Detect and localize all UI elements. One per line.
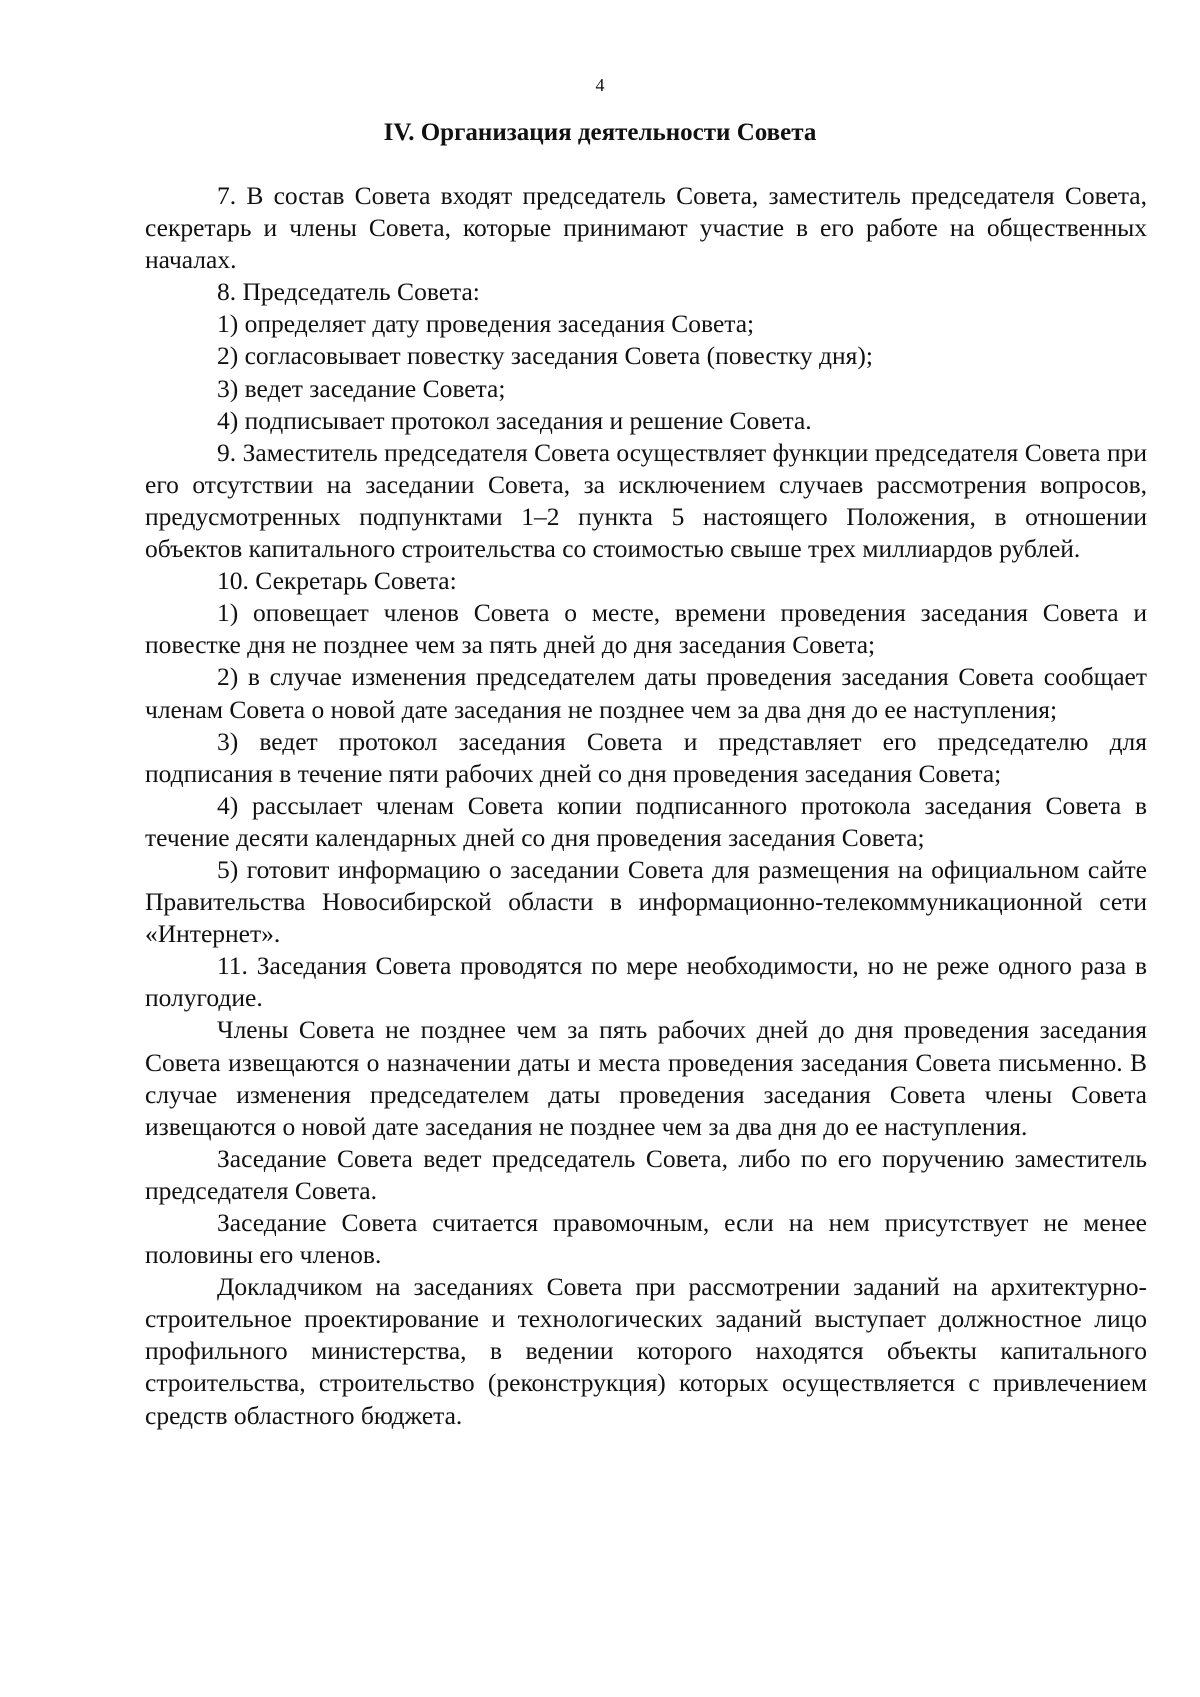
paragraph-7: 7. В состав Совета входят председатель Совета, заместитель председателя Совета, секретарь и члены Совета, которые принимают участие в его работе на общественных началах. bbox=[145, 181, 1147, 275]
paragraph-11-chair: Заседание Совета ведет председатель Совета, либо по его поручению заместитель председателя Совета. bbox=[145, 1143, 1147, 1205]
paragraph-10-item-1: 1) оповещает членов Совета о месте, времени проведения заседания Совета и повестке дня не позднее чем за пять дней до дня заседания Совета; bbox=[145, 598, 1147, 660]
paragraph-9: 9. Заместитель председателя Совета осуществляет функции председателя Совета при его отсутствии на заседании Совета, за исключением случаев рассмотрения вопросов, предусмотренных подпунктами 1–2 пункта 5 настоящего Положения, в отношении объектов капитального строительства со стоимостью свыше трех миллиардов рублей. bbox=[145, 437, 1147, 564]
paragraph-11-speaker: Докладчиком на заседаниях Совета при рассмотрении заданий на архитектурно-строительное проектирование и технологических заданий выступает должностное лицо профильного министерства, в ведении которого находятся объекты капитального строительства, строительство (реконструкция) которых осуществляется с привлечением средств областного бюджета. bbox=[145, 1272, 1147, 1430]
paragraph-10-item-2: 2) в случае изменения председателем даты проведения заседания Совета сообщает членам Совета о новой дате заседания не позднее чем за два дня до ее наступления; bbox=[145, 662, 1147, 724]
section-heading: IV. Организация деятельности Совета bbox=[383, 119, 817, 146]
paragraph-8-item-1: 1) определяет дату проведения заседания Совета; bbox=[217, 309, 755, 339]
paragraph-10-item-4: 4) рассылает членам Совета копии подписанного протокола заседания Совета в течение десяти календарных дней со дня проведения заседания Совета; bbox=[145, 790, 1147, 852]
paragraph-10: 10. Секретарь Совета: bbox=[217, 566, 457, 596]
page-number: 4 bbox=[595, 75, 605, 95]
paragraph-11-notice: Члены Совета не позднее чем за пять рабочих дней до дня проведения заседания Совета извещаются о назначении даты и места проведения заседания Совета письменно. В случае изменения председателем даты проведения заседания Совета члены Совета извещаются о новой дате заседания не позднее чем за два дня до ее наступления. bbox=[145, 1015, 1147, 1141]
paragraph-8-item-4: 4) подписывает протокол заседания и решение Совета. bbox=[217, 405, 812, 435]
paragraph-11: 11. Заседания Совета проводятся по мере необходимости, но не реже одного раза в полугодие. bbox=[145, 951, 1147, 1013]
paragraph-10-item-5: 5) готовит информацию о заседании Совета для размещения на официальном сайте Правительства Новосибирской области в информационно-телекоммуникационной сети «Интернет». bbox=[145, 854, 1147, 949]
body-text bbox=[145, 180, 1147, 1432]
paragraph-8: 8. Председатель Совета: bbox=[217, 277, 480, 307]
paragraph-8-item-2: 2) согласовывает повестку заседания Совета (повестку дня); bbox=[217, 341, 873, 371]
paragraph-10-item-3: 3) ведет протокол заседания Совета и представляет его председателю для подписания в течение пяти рабочих дней со дня проведения заседания Совета; bbox=[145, 726, 1147, 788]
paragraph-8-item-3: 3) ведет заседание Совета; bbox=[217, 373, 506, 403]
paragraph-11-quorum: Заседание Совета считается правомочным, если на нем присутствует не менее половины его членов. bbox=[145, 1208, 1147, 1270]
